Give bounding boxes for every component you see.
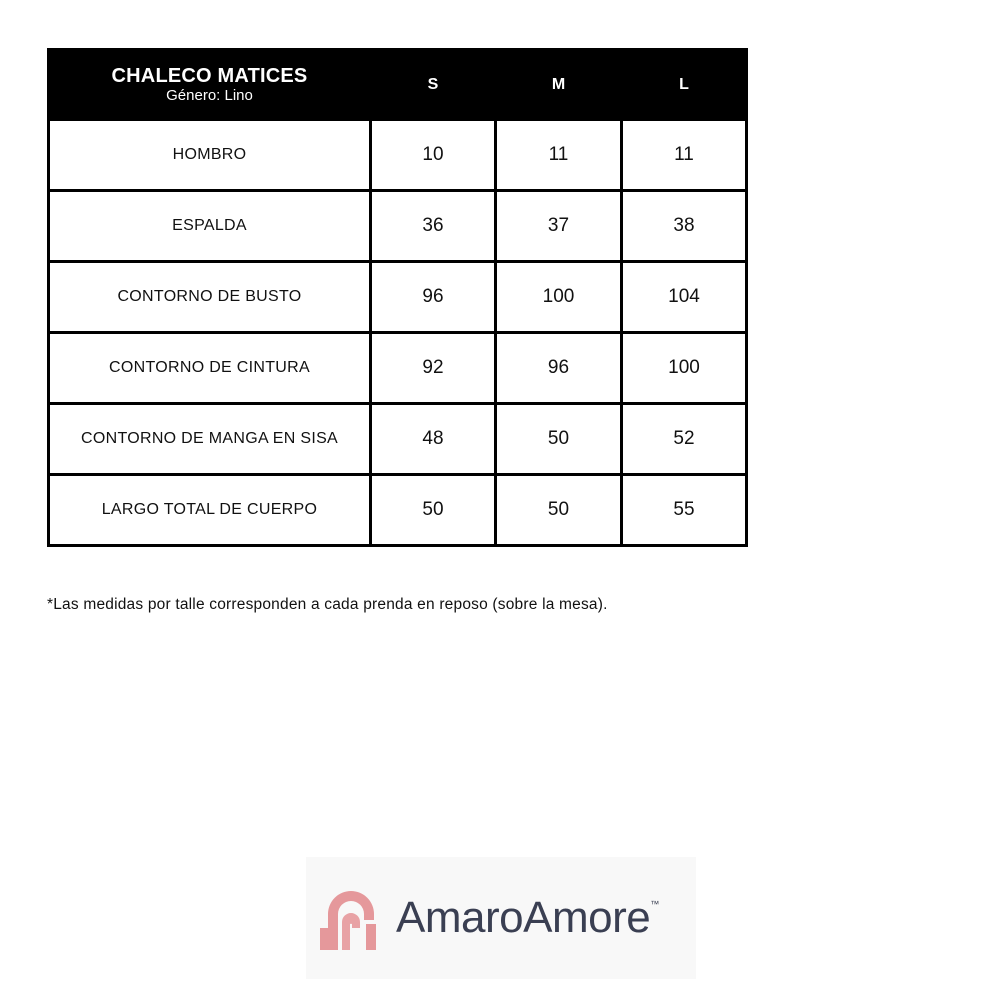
table-row: [49, 404, 747, 475]
table-row: [49, 191, 747, 262]
table-row: [49, 120, 747, 191]
trademark-mark: ™: [650, 899, 659, 909]
measure-value: 38: [622, 191, 747, 262]
measure-label: ESPALDA: [49, 191, 371, 262]
measure-value: 96: [496, 333, 622, 404]
size-header-m: M: [496, 50, 622, 120]
table-row: [49, 475, 747, 546]
measure-value: 100: [622, 333, 747, 404]
measure-value: 10: [371, 120, 496, 191]
measure-label: HOMBRO: [49, 120, 371, 191]
size-header-s: S: [371, 50, 496, 120]
product-header-cell: [49, 50, 371, 120]
brand-logo: [306, 857, 696, 979]
header-row: [49, 50, 747, 120]
measure-value: 92: [371, 333, 496, 404]
measure-value: 48: [371, 404, 496, 475]
measure-value: 11: [622, 120, 747, 191]
measure-value: 11: [496, 120, 622, 191]
table-row: [49, 333, 747, 404]
measure-label: CONTORNO DE BUSTO: [49, 262, 371, 333]
product-material: Género: Lino: [166, 86, 253, 104]
product-name: CHALECO MATICES: [111, 64, 308, 87]
size-header-l: L: [622, 50, 747, 120]
measure-value: 104: [622, 262, 747, 333]
brand-mark-icon: [318, 884, 384, 952]
measure-value: 50: [371, 475, 496, 546]
table-row: [49, 262, 747, 333]
measure-value: 36: [371, 191, 496, 262]
measure-value: 100: [496, 262, 622, 333]
measure-value: 50: [496, 475, 622, 546]
measure-value: 52: [622, 404, 747, 475]
measure-value: 55: [622, 475, 747, 546]
measure-label: CONTORNO DE MANGA EN SISA: [49, 404, 371, 475]
size-chart-table: [47, 48, 748, 547]
brand-name: AmaroAmore™: [396, 893, 659, 942]
measure-value: 50: [496, 404, 622, 475]
measure-value: 96: [371, 262, 496, 333]
measure-label: LARGO TOTAL DE CUERPO: [49, 475, 371, 546]
measure-value: 37: [496, 191, 622, 262]
footnote: *Las medidas por talle corresponden a cada prenda en reposo (sobre la mesa).: [47, 596, 608, 613]
measure-label: CONTORNO DE CINTURA: [49, 333, 371, 404]
